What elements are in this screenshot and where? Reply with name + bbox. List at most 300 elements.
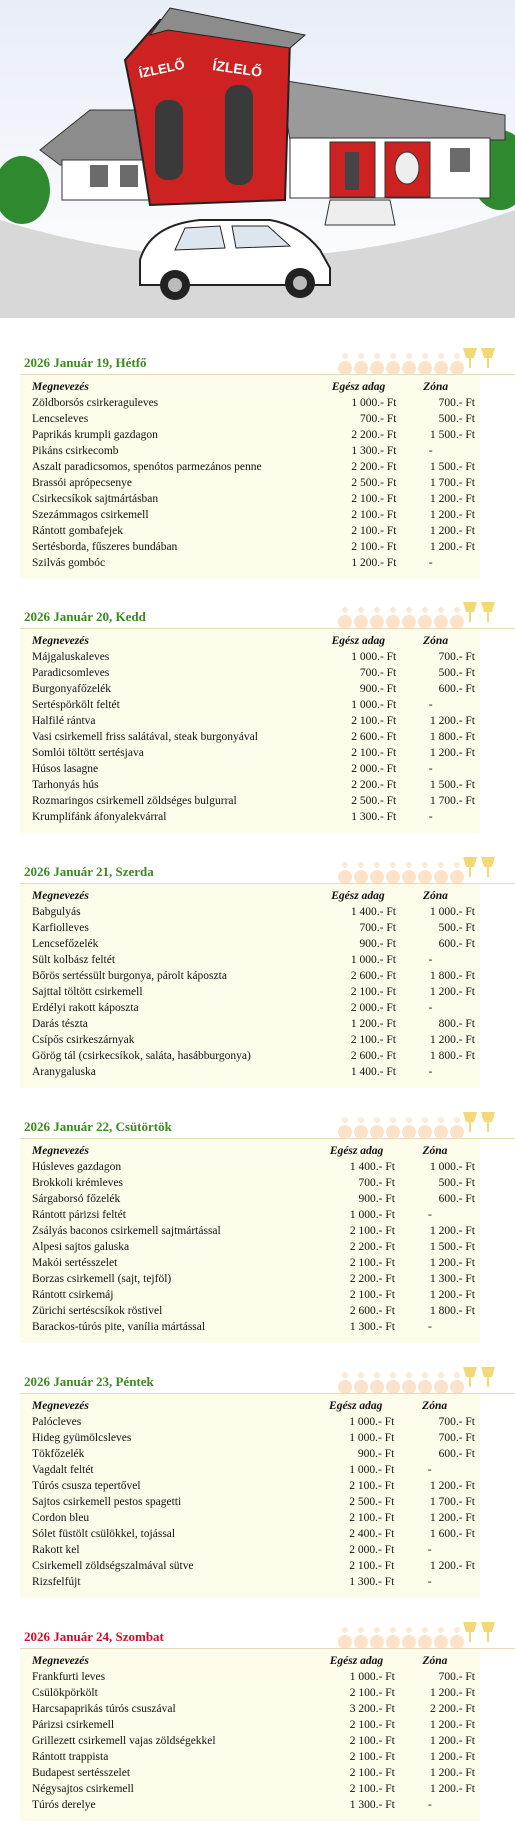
price-full: 2 100.- Ft	[349, 1289, 395, 1301]
price-full: 2 100.- Ft	[351, 747, 397, 759]
table-row	[20, 1781, 480, 1797]
day-section	[20, 1116, 515, 1343]
day-title: 2026 Január 21, Szerda	[24, 864, 154, 879]
menu-table	[20, 633, 480, 825]
price-zone: 1 200.- Ft	[429, 541, 475, 553]
dish-name: Lencsefőzelék	[32, 938, 99, 950]
price-full: 2 100.- Ft	[349, 1225, 395, 1237]
dish-name: Sólet füstölt csülökkel, tojással	[32, 1528, 176, 1540]
dish-name: Rántott trappista	[32, 1751, 109, 1763]
dish-name: Lencseleves	[32, 413, 89, 425]
col-full-header: Egész adag	[329, 1145, 384, 1157]
dish-name: Párizsi csirkemell	[32, 1719, 115, 1731]
col-full-header: Egész adag	[329, 1655, 384, 1667]
dish-name: Babgulyás	[32, 906, 81, 918]
table-row	[20, 729, 480, 745]
table-header-row	[20, 1653, 480, 1669]
price-zone: -	[428, 1066, 433, 1078]
table-row	[20, 1717, 480, 1733]
day-header	[20, 1626, 515, 1649]
col-name-header: Megnevezés	[32, 1400, 89, 1412]
price-full: 1 000.- Ft	[349, 1671, 395, 1683]
dish-name: Görög tál (csirkecsíkok, saláta, hasábburgonya)	[32, 1050, 251, 1062]
table-header-row	[20, 888, 480, 904]
price-zone: 1 200.- Ft	[429, 1034, 475, 1046]
menu-box	[20, 1139, 480, 1343]
price-full: 1 000.- Ft	[349, 1432, 395, 1444]
menu-box	[20, 1649, 480, 1821]
table-row	[20, 1510, 480, 1526]
price-full: 700.- Ft	[359, 667, 397, 679]
dish-name: Zsályás baconos csirkemell sajtmártással	[32, 1225, 221, 1237]
dish-name: Aranygaluska	[32, 1066, 96, 1078]
price-full: 2 200.- Ft	[351, 779, 397, 791]
table-row	[20, 1446, 480, 1462]
table-row	[20, 443, 480, 459]
price-full: 1 300.- Ft	[349, 1321, 395, 1333]
price-full: 900.- Ft	[359, 938, 396, 950]
dish-name: Budapest sertésszelet	[32, 1767, 131, 1779]
dish-name: Harcsapaprikás túrós csuszával	[32, 1703, 176, 1715]
table-row	[20, 523, 480, 539]
dish-name: Hideg gyümölcsleves	[32, 1432, 132, 1444]
price-full: 1 200.- Ft	[350, 1018, 396, 1030]
table-row	[20, 1271, 480, 1287]
table-row	[20, 920, 480, 936]
price-full: 2 100.- Ft	[349, 1735, 395, 1747]
dish-name: Barackos-túrós pite, vanília mártással	[32, 1321, 206, 1333]
dish-name: Sertéspörkölt feltét	[32, 699, 120, 711]
price-full: 2 100.- Ft	[349, 1767, 395, 1779]
col-name-header: Megnevezés	[32, 635, 89, 647]
price-zone: 1 500.- Ft	[429, 429, 475, 441]
table-row	[20, 809, 480, 825]
table-row	[20, 475, 480, 491]
table-row	[20, 555, 480, 571]
dish-name: Alpesi sajtos galuska	[32, 1241, 130, 1253]
day-section	[20, 606, 515, 833]
table-row	[20, 984, 480, 1000]
table-row	[20, 1064, 480, 1080]
table-row	[20, 1048, 480, 1064]
price-zone: 700.- Ft	[438, 651, 475, 663]
price-zone: 500.- Ft	[438, 1177, 475, 1189]
table-row	[20, 1462, 480, 1478]
day-header	[20, 606, 515, 629]
dish-name: Krumplifánk áfonyalekvárral	[32, 811, 167, 823]
table-row	[20, 936, 480, 952]
price-full: 1 000.- Ft	[351, 699, 397, 711]
table-row	[20, 665, 480, 681]
dish-name: Sertésborda, fűszeres bundában	[32, 541, 178, 553]
price-zone: 1 300.- Ft	[429, 1273, 475, 1285]
table-header-row	[20, 1143, 480, 1159]
decorative-glasses-icon	[335, 596, 515, 628]
table-row	[20, 697, 480, 713]
col-name-header: Megnevezés	[32, 890, 89, 902]
price-zone: 1 700.- Ft	[429, 795, 475, 807]
price-full: 900.- Ft	[357, 1448, 395, 1460]
table-row	[20, 1430, 480, 1446]
col-zone-header: Zóna	[422, 1400, 448, 1412]
dish-name: Bőrös sertéssült burgonya, párolt káposzta	[32, 970, 227, 982]
decorative-glasses-icon	[335, 342, 515, 374]
price-zone: 1 200.- Ft	[429, 1735, 475, 1747]
dish-name: Brokkoli krémleves	[32, 1177, 124, 1189]
day-section	[20, 1371, 515, 1598]
price-zone: 700.- Ft	[438, 397, 475, 409]
price-full: 2 100.- Ft	[349, 1480, 395, 1492]
table-row	[20, 904, 480, 920]
dish-name: Rozmaringos csirkemell zöldséges bulgurral	[32, 795, 237, 807]
price-full: 1 000.- Ft	[351, 651, 397, 663]
price-full: 3 200.- Ft	[349, 1703, 395, 1715]
day-section	[20, 861, 515, 1088]
price-full: 2 200.- Ft	[349, 1241, 395, 1253]
price-full: 1 400.- Ft	[350, 1066, 396, 1078]
dish-name: Vagdalt feltét	[32, 1464, 94, 1476]
col-zone-header: Zóna	[422, 1145, 448, 1157]
table-row	[20, 968, 480, 984]
dish-name: Frankfurti leves	[32, 1671, 106, 1683]
price-full: 1 000.- Ft	[349, 1209, 395, 1221]
table-row	[20, 491, 480, 507]
price-full: 2 100.- Ft	[349, 1560, 395, 1572]
table-row	[20, 427, 480, 443]
dish-name: Húsleves gazdagon	[32, 1161, 122, 1173]
price-zone: 700.- Ft	[438, 1671, 475, 1683]
price-full: 2 100.- Ft	[351, 541, 397, 553]
day-title: 2026 Január 24, Szombat	[24, 1629, 164, 1644]
table-row	[20, 1733, 480, 1749]
price-full: 2 100.- Ft	[351, 493, 397, 505]
menu-box	[20, 1394, 480, 1598]
decorative-glasses-icon	[335, 1106, 515, 1138]
price-full: 1 400.- Ft	[350, 906, 396, 918]
table-row	[20, 1032, 480, 1048]
price-zone: 600.- Ft	[438, 1448, 475, 1460]
col-full-header: Egész adag	[331, 381, 386, 393]
price-zone: 500.- Ft	[438, 667, 475, 679]
menu-table	[20, 1653, 480, 1813]
table-row	[20, 1319, 480, 1335]
day-section	[20, 1626, 515, 1821]
price-zone: 1 200.- Ft	[429, 1767, 475, 1779]
price-zone: 1 500.- Ft	[429, 1241, 475, 1253]
price-full: 2 100.- Ft	[349, 1751, 395, 1763]
table-row	[20, 1574, 480, 1590]
price-zone: 700.- Ft	[438, 1416, 475, 1428]
table-row	[20, 793, 480, 809]
menu-box	[20, 375, 480, 579]
table-row	[20, 507, 480, 523]
price-zone: 1 500.- Ft	[429, 461, 475, 473]
table-row	[20, 459, 480, 475]
price-full: 2 100.- Ft	[349, 1719, 395, 1731]
dish-name: Négysajtos csirkemell	[32, 1783, 134, 1795]
price-full: 1 300.- Ft	[351, 811, 397, 823]
price-full: 2 200.- Ft	[349, 1273, 395, 1285]
price-full: 2 600.- Ft	[349, 1305, 395, 1317]
price-full: 2 500.- Ft	[351, 477, 397, 489]
price-zone: 1 500.- Ft	[429, 779, 475, 791]
price-zone: 1 200.- Ft	[429, 1289, 475, 1301]
table-row	[20, 1685, 480, 1701]
table-row	[20, 1191, 480, 1207]
dish-name: Makói sertésszelet	[32, 1257, 118, 1269]
price-full: 1 300.- Ft	[351, 445, 397, 457]
table-header-row	[20, 633, 480, 649]
table-header-row	[20, 1398, 480, 1414]
menu-table	[20, 379, 480, 571]
dish-name: Pikáns csirkecomb	[32, 445, 119, 457]
price-full: 700.- Ft	[358, 1177, 395, 1189]
table-row	[20, 411, 480, 427]
price-full: 2 100.- Ft	[349, 1783, 395, 1795]
dish-name: Rántott párizsi feltét	[32, 1209, 126, 1221]
day-title: 2026 Január 20, Kedd	[24, 609, 146, 624]
dish-name: Sajttal töltött csirkemell	[32, 986, 143, 998]
table-row	[20, 1303, 480, 1319]
price-full: 1 000.- Ft	[351, 397, 397, 409]
price-zone: 1 000.- Ft	[429, 906, 475, 918]
price-zone: 1 200.- Ft	[429, 986, 475, 998]
day-title: 2026 Január 22, Csütörtök	[24, 1119, 172, 1134]
dish-name: Erdélyi rakott káposzta	[32, 1002, 139, 1014]
dish-name: Somlói töltött sertésjava	[32, 747, 144, 759]
menu-box	[20, 629, 480, 833]
dish-name: Karfiolleves	[32, 922, 89, 934]
price-full: 2 100.- Ft	[351, 525, 397, 537]
dish-name: Palócleves	[32, 1416, 82, 1428]
dish-name: Rántott gombafejek	[32, 525, 124, 537]
price-zone: 600.- Ft	[438, 938, 475, 950]
price-zone: 1 200.- Ft	[429, 1719, 475, 1731]
price-zone: -	[428, 811, 433, 823]
table-row	[20, 1701, 480, 1717]
price-zone: 1 200.- Ft	[429, 1480, 475, 1492]
price-zone: 1 000.- Ft	[429, 1161, 475, 1173]
table-row	[20, 1016, 480, 1032]
dish-name: Túrós derelye	[32, 1799, 96, 1811]
price-zone: 500.- Ft	[438, 922, 475, 934]
price-zone: 1 800.- Ft	[429, 1050, 475, 1062]
price-full: 1 200.- Ft	[351, 557, 397, 569]
day-header	[20, 861, 515, 884]
dish-name: Borzas csirkemell (sajt, tejföl)	[32, 1273, 172, 1285]
dish-name: Sárgaborsó főzelék	[32, 1193, 121, 1205]
dish-name: Májgaluskaleves	[32, 651, 110, 663]
day-header	[20, 1371, 515, 1394]
price-full: 2 100.- Ft	[349, 1512, 395, 1524]
table-row	[20, 1797, 480, 1813]
price-zone: 1 700.- Ft	[429, 1496, 475, 1508]
price-zone: 1 200.- Ft	[429, 1225, 475, 1237]
table-row	[20, 649, 480, 665]
restaurant-building-illustration	[0, 0, 515, 318]
price-full: 1 300.- Ft	[349, 1799, 395, 1811]
sign-left: ÍZLELŐ	[137, 56, 186, 81]
table-row	[20, 1478, 480, 1494]
dish-name: Tarhonyás hús	[32, 779, 99, 791]
table-row	[20, 713, 480, 729]
price-full: 2 100.- Ft	[349, 1257, 395, 1269]
dish-name: Aszalt paradicsomos, spenótos parmezános penne	[32, 461, 262, 473]
table-row	[20, 395, 480, 411]
price-full: 2 100.- Ft	[350, 986, 396, 998]
price-zone: 1 200.- Ft	[429, 1560, 475, 1572]
table-row	[20, 1159, 480, 1175]
price-full: 2 600.- Ft	[351, 731, 397, 743]
price-zone: 1 200.- Ft	[429, 1512, 475, 1524]
dish-name: Tökfőzelék	[32, 1448, 85, 1460]
dish-name: Paprikás krumpli gazdagon	[32, 429, 158, 441]
table-row	[20, 539, 480, 555]
dish-name: Csípős csirkeszárnyak	[32, 1034, 135, 1046]
table-row	[20, 1000, 480, 1016]
price-full: 2 100.- Ft	[350, 1034, 396, 1046]
price-zone: -	[427, 1576, 432, 1588]
dish-name: Csirkemell zöldségszalmával sütve	[32, 1560, 194, 1572]
col-name-header: Megnevezés	[32, 1655, 89, 1667]
col-name-header: Megnevezés	[32, 1145, 89, 1157]
price-zone: 2 200.- Ft	[429, 1703, 475, 1715]
col-full-header: Egész adag	[331, 635, 385, 647]
dish-name: Cordon bleu	[32, 1512, 90, 1524]
price-zone: -	[427, 1544, 432, 1556]
price-zone: 1 200.- Ft	[429, 1783, 475, 1795]
dish-name: Sült kolbász feltét	[32, 954, 116, 966]
dish-name: Rántott csirkemáj	[32, 1289, 114, 1301]
table-row	[20, 1669, 480, 1685]
price-zone: -	[428, 1321, 432, 1333]
table-row	[20, 1765, 480, 1781]
table-row	[20, 1175, 480, 1191]
decorative-glasses-icon	[335, 851, 515, 883]
table-row	[20, 681, 480, 697]
price-full: 1 000.- Ft	[349, 1416, 395, 1428]
decorative-glasses-icon	[335, 1616, 515, 1648]
price-zone: 1 200.- Ft	[429, 1751, 475, 1763]
col-zone-header: Zóna	[423, 381, 449, 393]
table-row	[20, 1494, 480, 1510]
day-title: 2026 Január 23, Péntek	[24, 1374, 154, 1389]
dish-name: Sajtos csirkemell pestos spagetti	[32, 1496, 182, 1508]
dish-name: Halfilé rántva	[32, 715, 96, 727]
price-zone: 1 800.- Ft	[429, 731, 475, 743]
menu-table	[20, 1143, 480, 1335]
table-row	[20, 952, 480, 968]
table-row	[20, 1255, 480, 1271]
dish-name: Vasi csirkemell friss salátával, steak burgonyával	[32, 731, 258, 743]
price-zone: 1 200.- Ft	[429, 509, 475, 521]
table-row	[20, 777, 480, 793]
price-zone: 1 200.- Ft	[429, 493, 475, 505]
table-row	[20, 1558, 480, 1574]
col-full-header: Egész adag	[329, 1400, 383, 1412]
dish-name: Rizsfelfújt	[32, 1576, 81, 1588]
price-zone: -	[428, 763, 433, 775]
menu-table	[20, 1398, 480, 1590]
table-row	[20, 761, 480, 777]
sign-right: ÍZLELŐ	[211, 57, 264, 80]
dish-name: Burgonyafőzelék	[32, 683, 111, 695]
price-zone: -	[428, 445, 433, 457]
dish-name: Grillezett csirkemell vajas zöldségekkel	[32, 1735, 216, 1747]
price-full: 2 600.- Ft	[350, 1050, 396, 1062]
dish-name: Brassói aprópecsenye	[32, 477, 132, 489]
col-full-header: Egész adag	[331, 890, 385, 902]
day-header	[20, 352, 515, 375]
price-full: 900.- Ft	[358, 1193, 395, 1205]
day-section	[20, 352, 515, 579]
dish-name: Rakott kel	[32, 1544, 80, 1556]
price-full: 2 500.- Ft	[351, 795, 397, 807]
price-full: 700.- Ft	[359, 922, 396, 934]
price-full: 1 000.- Ft	[350, 954, 396, 966]
col-zone-header: Zóna	[423, 890, 448, 902]
price-full: 2 400.- Ft	[349, 1528, 395, 1540]
dish-name: Húsos lasagne	[32, 763, 99, 775]
price-full: 2 100.- Ft	[349, 1687, 395, 1699]
price-zone: -	[428, 1209, 432, 1221]
table-row	[20, 1239, 480, 1255]
price-zone: 1 700.- Ft	[429, 477, 475, 489]
price-full: 1 400.- Ft	[349, 1161, 395, 1173]
dish-name: Szezámmagos csirkemell	[32, 509, 149, 521]
price-zone: 1 200.- Ft	[429, 747, 475, 759]
price-zone: -	[428, 557, 433, 569]
col-name-header: Megnevezés	[32, 381, 89, 393]
price-zone: 1 800.- Ft	[429, 1305, 475, 1317]
price-full: 2 500.- Ft	[349, 1496, 395, 1508]
price-zone: -	[427, 1464, 432, 1476]
price-zone: 600.- Ft	[438, 683, 475, 695]
dish-name: Paradicsomleves	[32, 667, 110, 679]
price-zone: 800.- Ft	[438, 1018, 475, 1030]
price-zone: 1 200.- Ft	[429, 1687, 475, 1699]
price-zone: 1 200.- Ft	[429, 1257, 475, 1269]
price-full: 2 000.- Ft	[351, 763, 397, 775]
dish-name: Zürichi sertéscsíkok röstivel	[32, 1305, 163, 1317]
price-zone: 1 800.- Ft	[429, 970, 475, 982]
col-zone-header: Zóna	[423, 635, 449, 647]
price-full: 700.- Ft	[359, 413, 397, 425]
price-full: 1 300.- Ft	[349, 1576, 395, 1588]
dish-name: Szilvás gombóc	[32, 557, 106, 569]
table-row	[20, 745, 480, 761]
price-zone: 1 600.- Ft	[429, 1528, 475, 1540]
price-full: 2 100.- Ft	[351, 509, 397, 521]
day-header	[20, 1116, 515, 1139]
price-full: 2 000.- Ft	[350, 1002, 396, 1014]
price-zone: 1 200.- Ft	[429, 525, 475, 537]
price-zone: -	[427, 1799, 432, 1811]
price-zone: -	[428, 954, 433, 966]
price-zone: -	[428, 699, 433, 711]
dish-name: Csirkecsíkok sajtmártásban	[32, 493, 159, 505]
table-row	[20, 1414, 480, 1430]
price-full: 900.- Ft	[359, 683, 397, 695]
decorative-glasses-icon	[335, 1361, 515, 1393]
price-full: 2 000.- Ft	[349, 1544, 395, 1556]
price-full: 2 600.- Ft	[350, 970, 396, 982]
price-zone: 600.- Ft	[438, 1193, 475, 1205]
dish-name: Zöldborsós csirkeraguleves	[32, 397, 159, 409]
menu-box	[20, 884, 480, 1088]
price-zone: 1 200.- Ft	[429, 715, 475, 727]
table-row	[20, 1749, 480, 1765]
